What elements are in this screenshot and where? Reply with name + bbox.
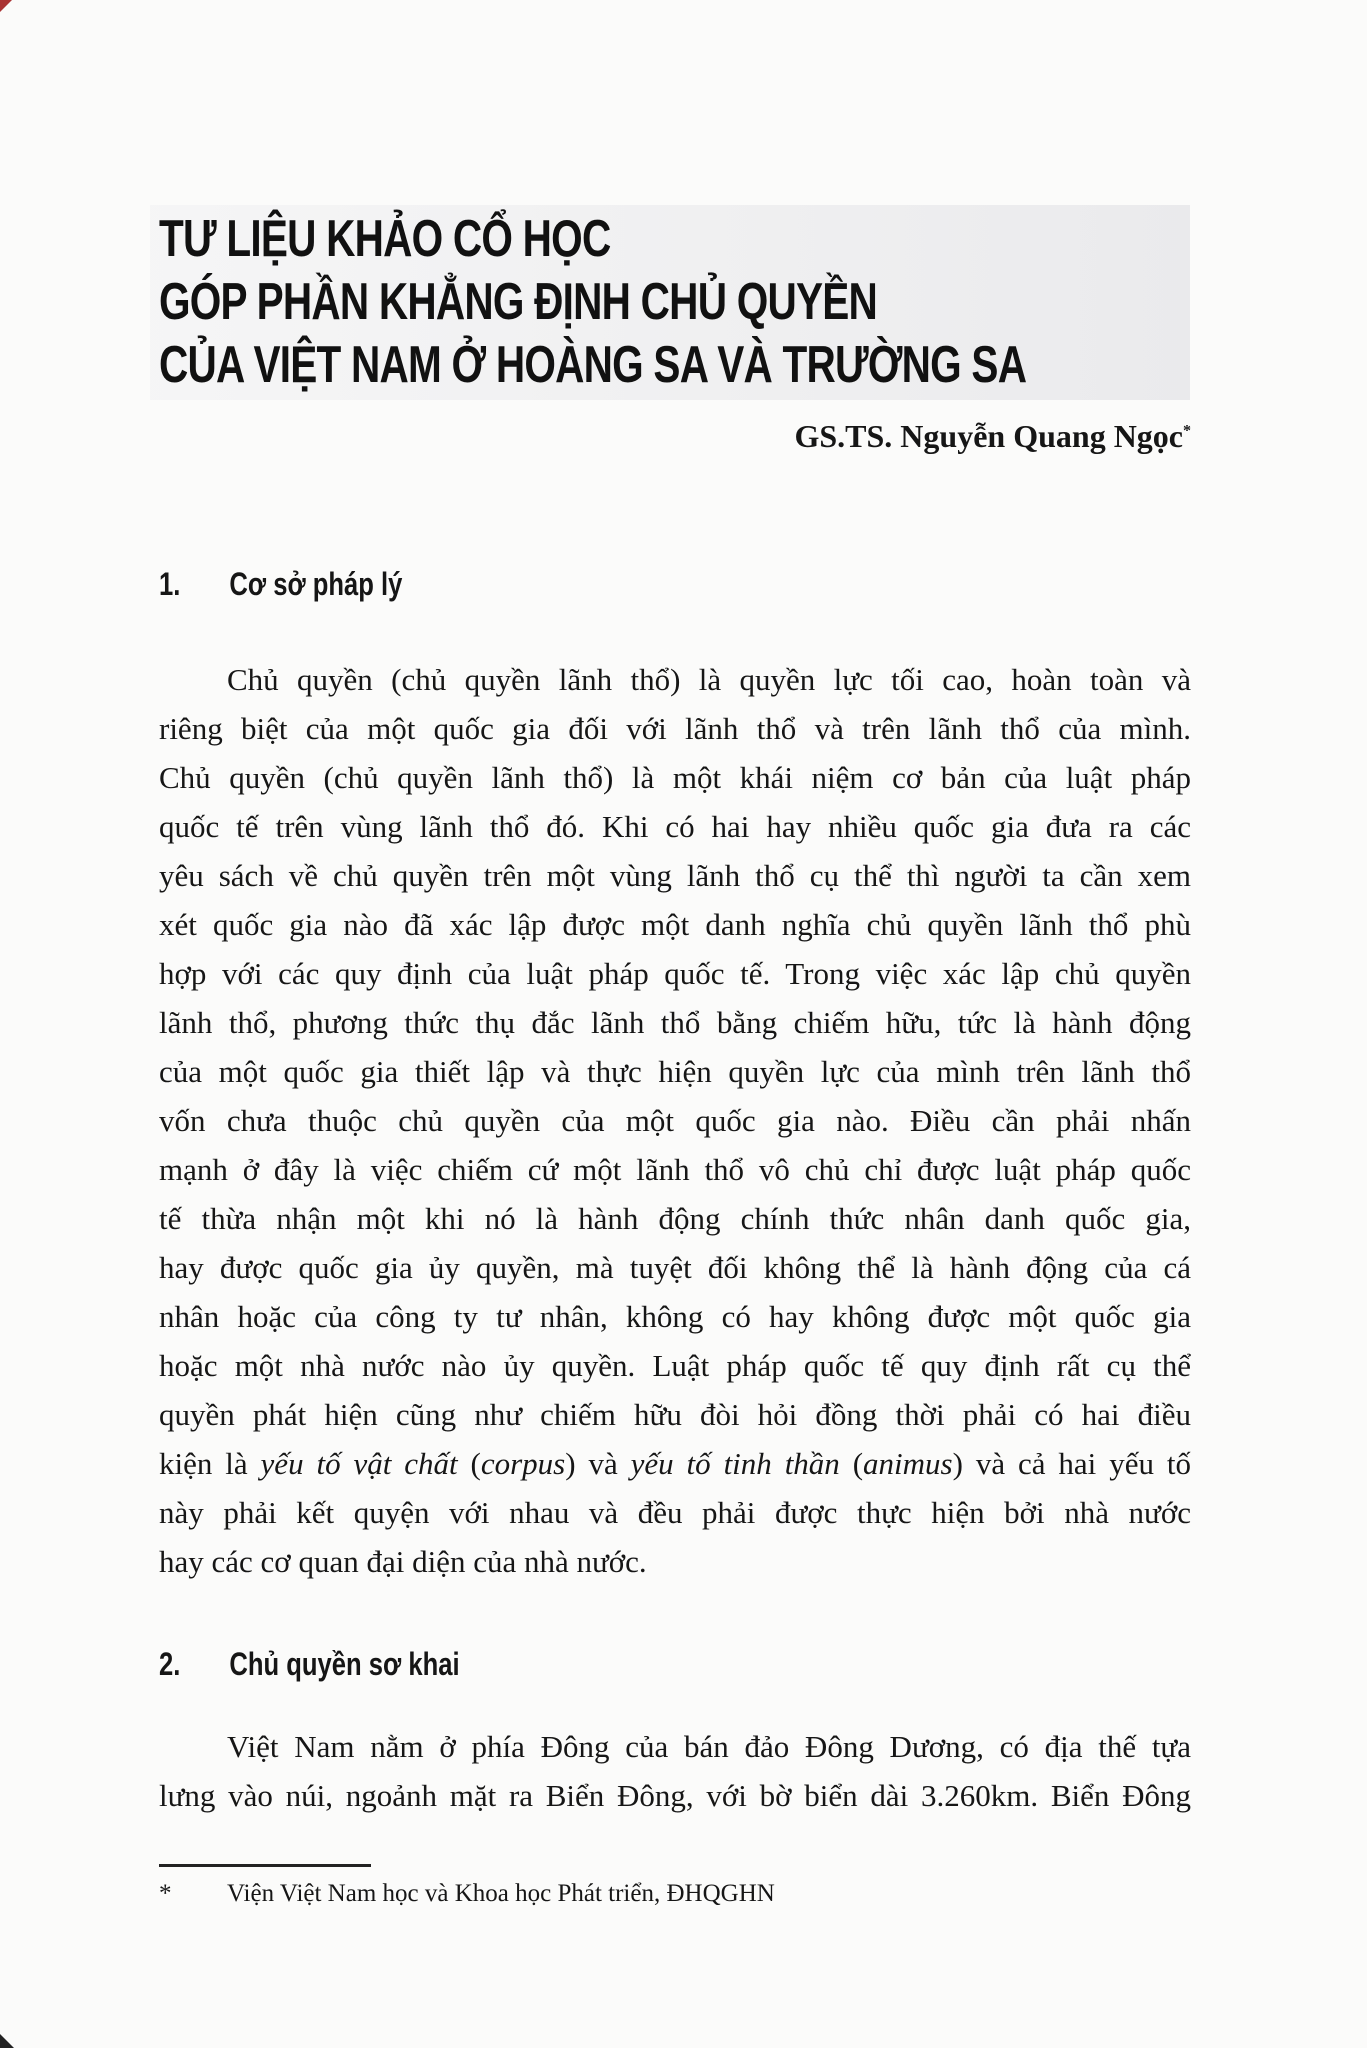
section-heading-2	[159, 1646, 460, 1683]
title-line: TƯ LIỆU KHẢO CỔ HỌC	[159, 210, 611, 268]
text-line: mạnh ở đây là việc chiếm cứ một lãnh thổ vô chủ chỉ được luật pháp quốc	[159, 1152, 1191, 1187]
text-run: ) và	[565, 1446, 631, 1481]
text-line: yêu sách về chủ quyền trên một vùng lãnh thổ cụ thể thì người ta cần xem	[159, 858, 1191, 893]
author-name: GS.TS. Nguyễn Quang Ngọc	[794, 418, 1183, 454]
section-title: Chủ quyền sơ khai	[229, 1646, 460, 1682]
text-run: kiện là	[159, 1446, 261, 1481]
section1-paragraph	[159, 655, 1191, 1586]
text-line: Chủ quyền (chủ quyền lãnh thổ) là một khái niệm cơ bản của luật pháp	[159, 760, 1191, 795]
text-line: hay được quốc gia ủy quyền, mà tuyệt đối không thể là hành động của cá	[159, 1250, 1191, 1285]
text-line: của một quốc gia thiết lập và thực hiện quyền lực của mình trên lãnh thổ	[159, 1054, 1191, 1089]
footnote-mark: *	[159, 1880, 172, 1907]
italic-term: animus	[863, 1446, 953, 1481]
title-line: GÓP PHẦN KHẲNG ĐỊNH CHỦ QUYỀN	[159, 273, 878, 331]
text-line: lưng vào núi, ngoảnh mặt ra Biển Đông, với bờ biển dài 3.260km. Biển Đông	[159, 1778, 1191, 1813]
text-line: lãnh thổ, phương thức thụ đắc lãnh thổ bằng chiếm hữu, tức là hành động	[159, 1005, 1191, 1040]
text-line: này phải kết quyện với nhau và đều phải được thực hiện bởi nhà nước	[159, 1495, 1191, 1530]
footnote-text: Viện Việt Nam học và Khoa học Phát triển, ĐHQGHN	[227, 1880, 775, 1907]
text-run: (	[457, 1446, 481, 1481]
italic-term: corpus	[480, 1446, 566, 1481]
footnote	[159, 1880, 775, 1908]
footnote-divider	[159, 1864, 371, 1867]
text-run: ) và cả hai yếu tố	[952, 1446, 1191, 1481]
text-line: quyền phát hiện cũng như chiếm hữu đòi hỏi đồng thời phải có hai điều	[159, 1397, 1191, 1432]
text-line: Việt Nam nằm ở phía Đông của bán đảo Đông Dương, có địa thế tựa	[227, 1729, 1191, 1764]
title-line: CỦA VIỆT NAM Ở HOÀNG SA VÀ TRƯỜNG SA	[159, 336, 1027, 394]
text-line: hợp với các quy định của luật pháp quốc tế. Trong việc xác lập chủ quyền	[159, 956, 1191, 991]
text-line: xét quốc gia nào đã xác lập được một danh nghĩa chủ quyền lãnh thổ phù	[159, 907, 1191, 942]
text-line: vốn chưa thuộc chủ quyền của một quốc gia nào. Điều cần phải nhấn	[159, 1103, 1191, 1138]
text-line: Chủ quyền (chủ quyền lãnh thổ) là quyền lực tối cao, hoàn toàn và	[227, 662, 1191, 697]
section2-paragraph	[159, 1722, 1191, 1820]
section-title: Cơ sở pháp lý	[229, 566, 403, 602]
article-title	[159, 208, 1026, 397]
text-line: riêng biệt của một quốc gia đối với lãnh thổ và trên lãnh thổ của mình.	[159, 711, 1191, 746]
section-number: 2.	[159, 1646, 181, 1682]
italic-term: yếu tố tinh thần	[630, 1446, 840, 1481]
author-footnote-mark: *	[1183, 422, 1191, 440]
text-run: (	[839, 1446, 864, 1481]
text-line-with-italics	[159, 1439, 1191, 1488]
scan-corner-mark	[0, 0, 12, 12]
text-line: tế thừa nhận một khi nó là hành động chính thức nhân danh quốc gia,	[159, 1201, 1191, 1236]
scan-corner-mark	[0, 2034, 14, 2048]
author	[794, 418, 1191, 455]
text-line: nhân hoặc của công ty tư nhân, không có hay không được một quốc gia	[159, 1299, 1191, 1334]
text-line: quốc tế trên vùng lãnh thổ đó. Khi có hai hay nhiều quốc gia đưa ra các	[159, 809, 1191, 844]
text-line: hoặc một nhà nước nào ủy quyền. Luật pháp quốc tế quy định rất cụ thể	[159, 1348, 1191, 1383]
section-number: 1.	[159, 566, 181, 602]
section-heading-1	[159, 566, 402, 603]
text-line: hay các cơ quan đại diện của nhà nước.	[159, 1544, 647, 1579]
italic-term: yếu tố vật chất	[260, 1446, 458, 1481]
